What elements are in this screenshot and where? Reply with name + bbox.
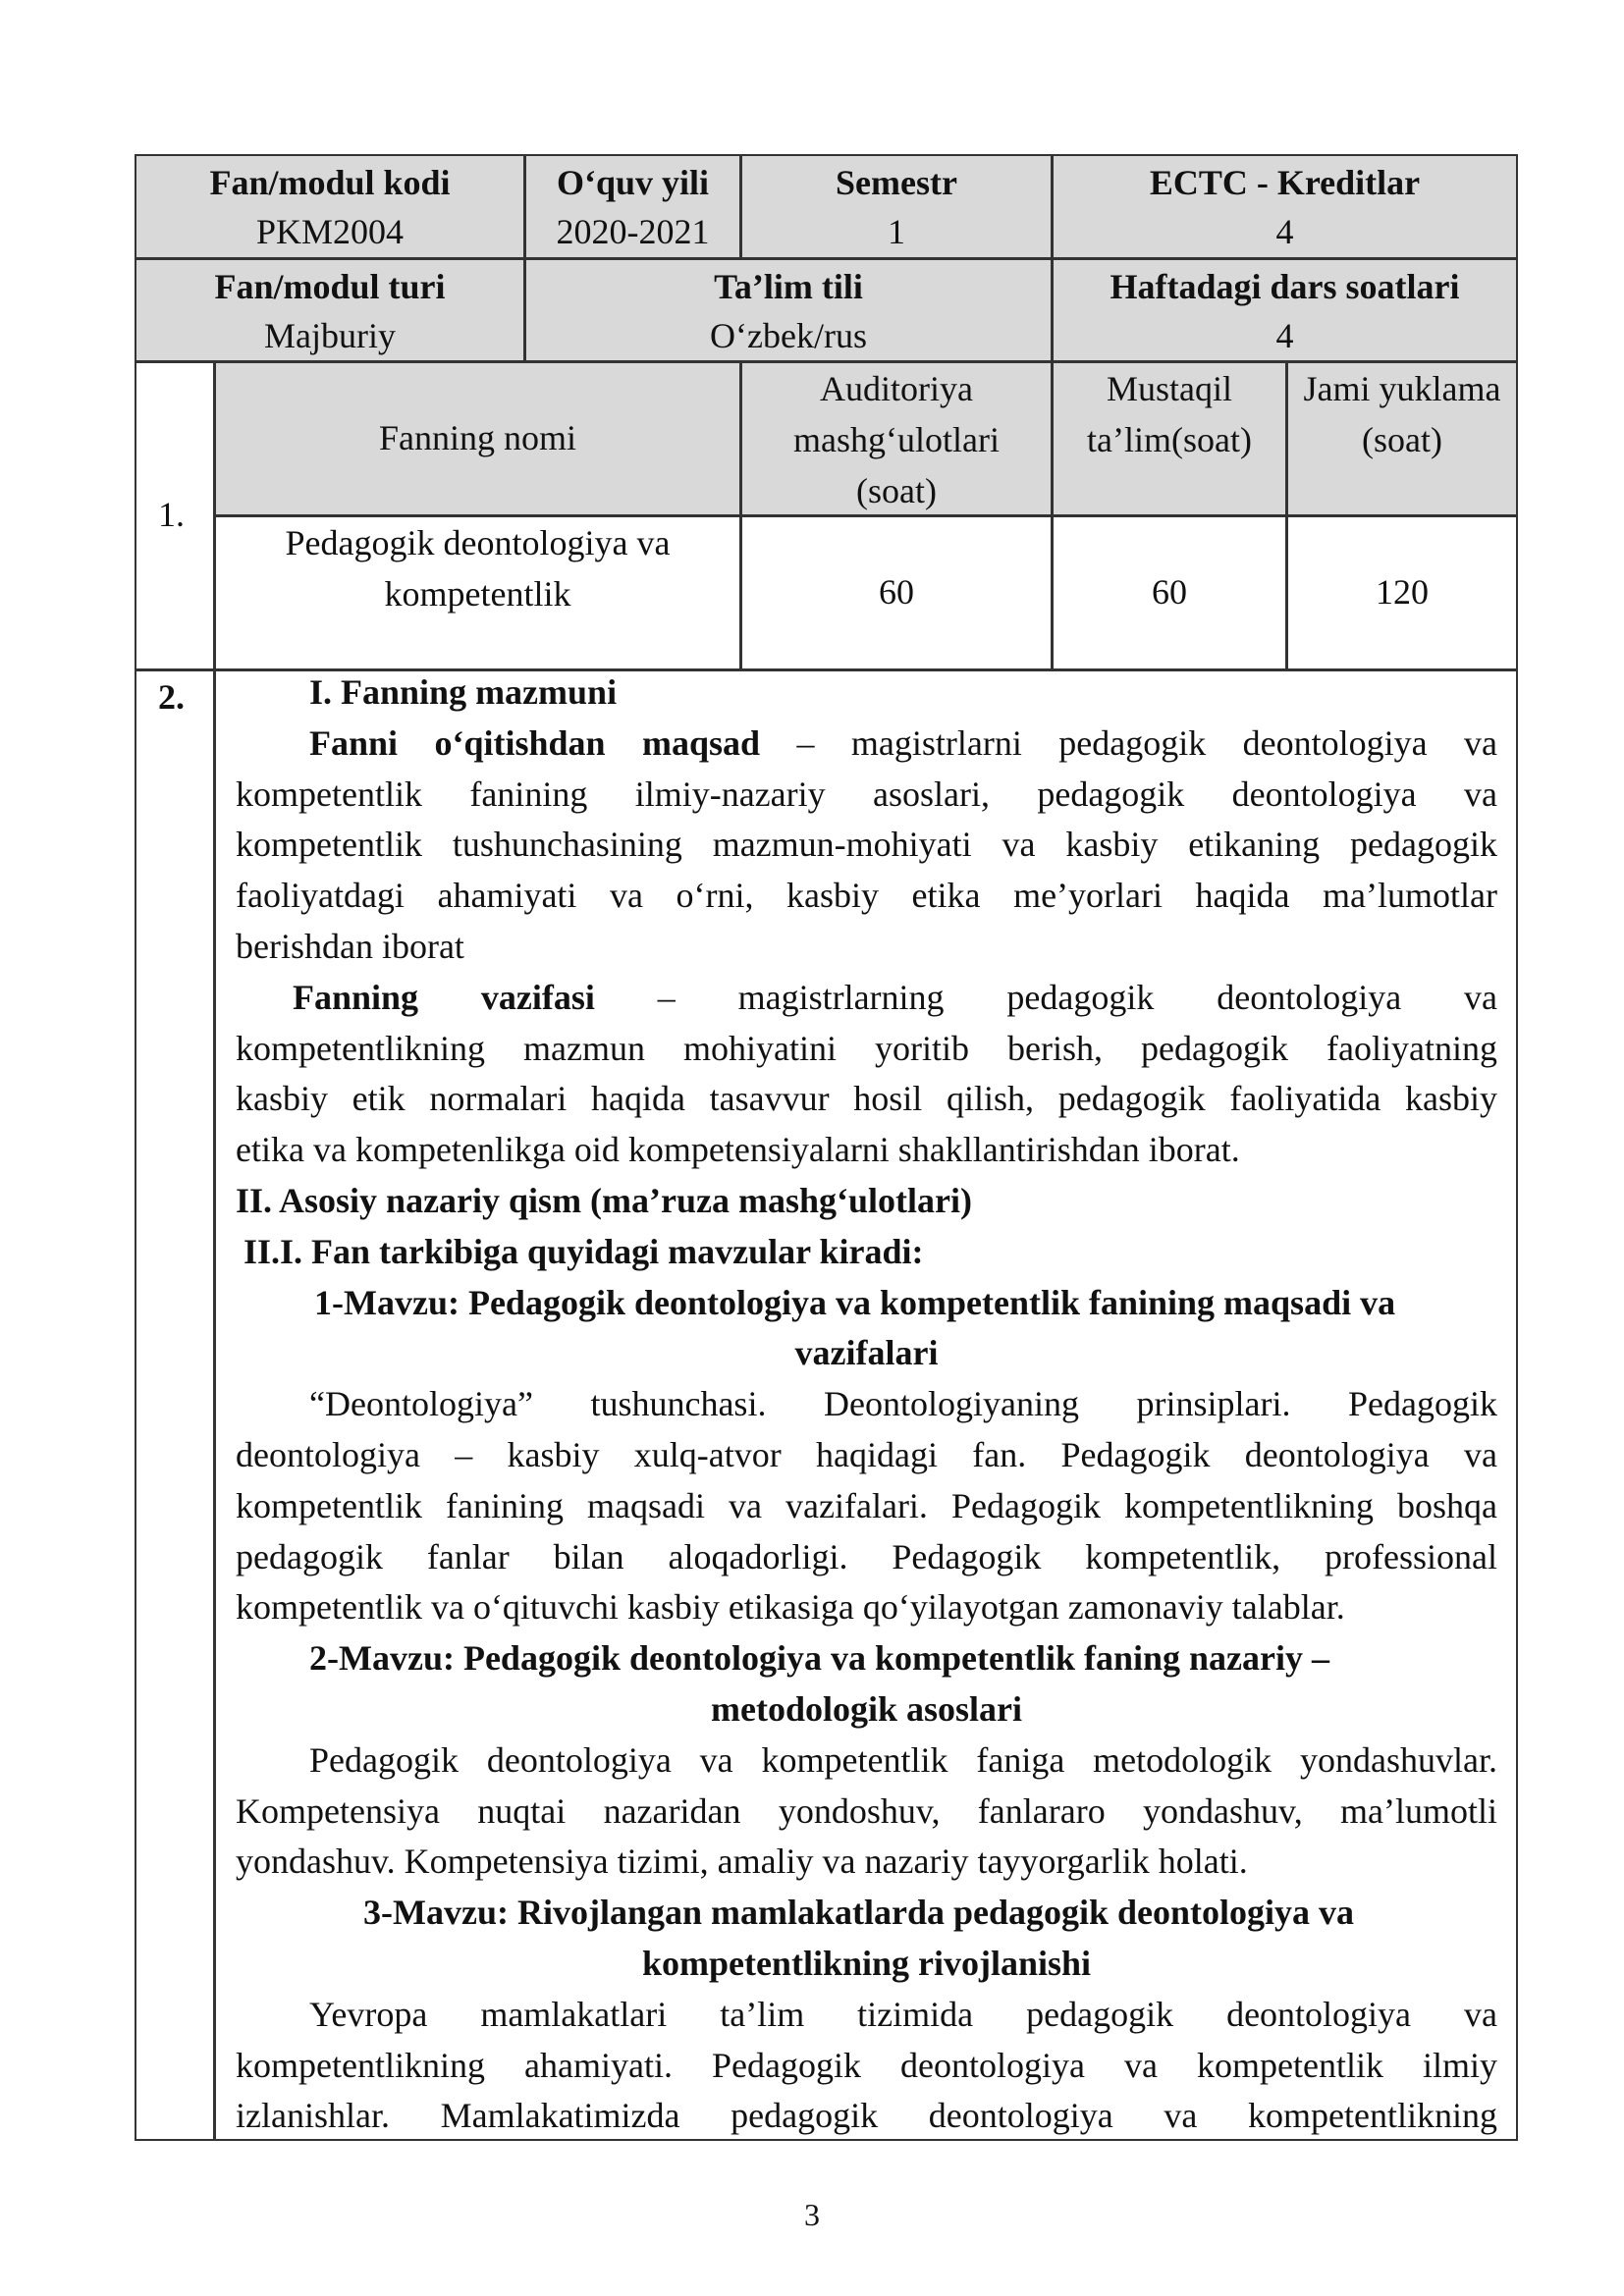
- auditoriya-value-cell: [740, 515, 1053, 670]
- topic2-line: yondashuv. Kompetensiya tizimi, amaliy va nazariy tayyorgarlik holati.: [236, 1842, 1248, 1882]
- topic1-line: deontologiya – kasbiy xulq-atvor haqidagi fan. Pedagogik deontologiya va: [236, 1434, 1497, 1474]
- value: Majburiy: [264, 316, 396, 355]
- section-2-number-cell: [135, 669, 215, 2141]
- vazifa-text: – magistrlarning pedagogik deontologiya va: [657, 977, 1497, 1017]
- value: 4: [1275, 212, 1294, 251]
- topic2-title: 2-Mavzu: Pedagogik deontologiya va kompetentlik faning nazariy –: [309, 1638, 1330, 1679]
- topic1-line: “Deontologiya” tushunchasi. Deontologiyaning prinsiplari. Pedagogik: [309, 1384, 1497, 1424]
- auditoriya-value: 60: [879, 572, 914, 612]
- topic3-title-cont: kompetentlikning rivojlanishi: [641, 1943, 1092, 1983]
- section-title: I. Fanning mazmuni: [309, 672, 618, 712]
- auditoriya-header-line: mashg‘ulotlari: [793, 420, 1000, 459]
- maqsad-paragraph-line1: [236, 719, 1497, 770]
- auditoriya-header-line: (soat): [856, 471, 937, 510]
- cell-haftadagi-dars-soatlari: [1052, 258, 1518, 362]
- jami-yuklama-header: [1286, 361, 1518, 516]
- maqsad-label: Fanni o‘qitishdan maqsad: [309, 722, 761, 763]
- topic1-line: pedagogik fanlar bilan aloqadorligi. Pedagogik kompetentlik, professional: [236, 1536, 1497, 1576]
- value: O‘zbek/rus: [710, 316, 867, 355]
- topic2-title-cont: metodologik asoslari: [710, 1688, 1022, 1729]
- topic1-line: kompetentlik va o‘qituvchi kasbiy etikasiga qo‘yilayotgan zamonaviy talablar.: [236, 1587, 1345, 1628]
- cell-semestr: [740, 154, 1053, 259]
- maqsad-line: faoliyatdagi ahamiyati va o‘rni, kasbiy etika me’yorlari haqida ma’lumotlar: [236, 876, 1497, 916]
- part2-title: II. Asosiy nazariy qism (ma’ruza mashg‘ulotlari): [236, 1180, 972, 1220]
- vazifa-paragraph-line1: [236, 973, 1497, 1024]
- auditoriya-header: [740, 361, 1053, 516]
- jami-value: 120: [1376, 572, 1429, 612]
- cell-ectc-kreditlar: [1052, 154, 1518, 259]
- section-2-content: [236, 667, 1497, 2142]
- label: Fan/modul kodi: [209, 163, 451, 202]
- jami-header-line: (soat): [1362, 420, 1442, 459]
- section-1-number-cell: [135, 361, 215, 670]
- maqsad-line: kompetentlik fanining ilmiy-nazariy asoslari, pedagogik deontologiya va: [236, 774, 1497, 814]
- maqsad-line: kompetentlik tushunchasining mazmun-mohiyati va kasbiy etikaning pedagogik: [236, 825, 1497, 865]
- jami-value-cell: [1286, 515, 1518, 670]
- vazifa-line: kasbiy etik normalari haqida tasavvur hosil qilish, pedagogik faoliyatida kasbiy: [236, 1079, 1497, 1119]
- part2-subtitle: II.I. Fan tarkibiga quyidagi mavzular kiradi:: [244, 1231, 924, 1271]
- mustaqil-header-line: ta’lim(soat): [1087, 420, 1252, 459]
- section-1-number: 1.: [158, 495, 185, 534]
- mustaqil-value: 60: [1152, 572, 1187, 612]
- section-2-content-cell: [214, 669, 1518, 2141]
- fan-nomi-value: [214, 515, 741, 670]
- auditoriya-header-line: Auditoriya: [820, 369, 973, 408]
- label: Semestr: [836, 163, 957, 202]
- vazifa-line: kompetentlikning mazmun mohiyatini yoritib berish, pedagogik faoliyatning: [236, 1028, 1497, 1068]
- value: 2020-2021: [556, 212, 710, 251]
- label: Haftadagi dars soatlari: [1110, 267, 1460, 306]
- value: 1: [888, 212, 905, 251]
- topic3-title: 3-Mavzu: Rivojlangan mamlakatlarda pedagogik deontologiya va: [363, 1893, 1355, 1933]
- topic2-line: Kompetensiya nuqtai nazaridan yondoshuv, fanlararo yondashuv, ma’lumotli: [236, 1790, 1497, 1831]
- cell-fan-modul-kodi: [135, 154, 525, 259]
- label: Fan/modul turi: [214, 267, 446, 306]
- cell-talim-tili: [524, 258, 1053, 362]
- vazifa-label: Fanning vazifasi: [293, 977, 595, 1017]
- topic1-title-cont: vazifalari: [794, 1333, 939, 1373]
- fan-nomi-header-text: Fanning nomi: [378, 418, 576, 457]
- cell-oquv-yili: [524, 154, 741, 259]
- topic3-line: izlanishlar. Mamlakatimizda pedagogik deontologiya va kompetentlikning: [236, 2096, 1497, 2136]
- maqsad-line: berishdan iborat: [236, 926, 464, 966]
- page-number: 3: [804, 2197, 820, 2232]
- jami-header-line: Jami yuklama: [1303, 369, 1501, 408]
- label: Ta’lim tili: [714, 267, 863, 306]
- fan-nomi-line: kompetentlik: [384, 574, 571, 614]
- mustaqil-value-cell: [1052, 515, 1287, 670]
- vazifa-line: etika va kompetenlikga oid kompetensiyalarni shakllantirishdan iborat.: [236, 1130, 1240, 1170]
- mustaqil-header-line: Mustaqil: [1106, 369, 1232, 408]
- label: O‘quv yili: [556, 163, 710, 202]
- fan-nomi-line: Pedagogik deontologiya va: [285, 523, 671, 562]
- topic1-line: kompetentlik fanining maqsadi va vazifalari. Pedagogik kompetentlikning boshqa: [236, 1485, 1497, 1525]
- section-2-number: 2.: [158, 677, 185, 717]
- topic1-title: 1-Mavzu: Pedagogik deontologiya va kompetentlik fanining maqsadi va: [314, 1282, 1396, 1322]
- value: PKM2004: [255, 212, 405, 251]
- cell-fan-modul-turi: [135, 258, 525, 362]
- mustaqil-header: [1052, 361, 1287, 516]
- label: ECTC - Kreditlar: [1149, 163, 1421, 202]
- topic3-line: Yevropa mamlakatlari ta’lim tizimida pedagogik deontologiya va: [309, 1994, 1497, 2034]
- topic2-line: Pedagogik deontologiya va kompetentlik faniga metodologik yondashuvlar.: [309, 1739, 1497, 1780]
- value: 4: [1275, 316, 1294, 355]
- fan-nomi-header: [214, 361, 741, 516]
- maqsad-text: – magistrlarni pedagogik deontologiya va: [796, 722, 1498, 763]
- topic3-line: kompetentlikning ahamiyati. Pedagogik deontologiya va kompetentlik ilmiy: [236, 2045, 1497, 2085]
